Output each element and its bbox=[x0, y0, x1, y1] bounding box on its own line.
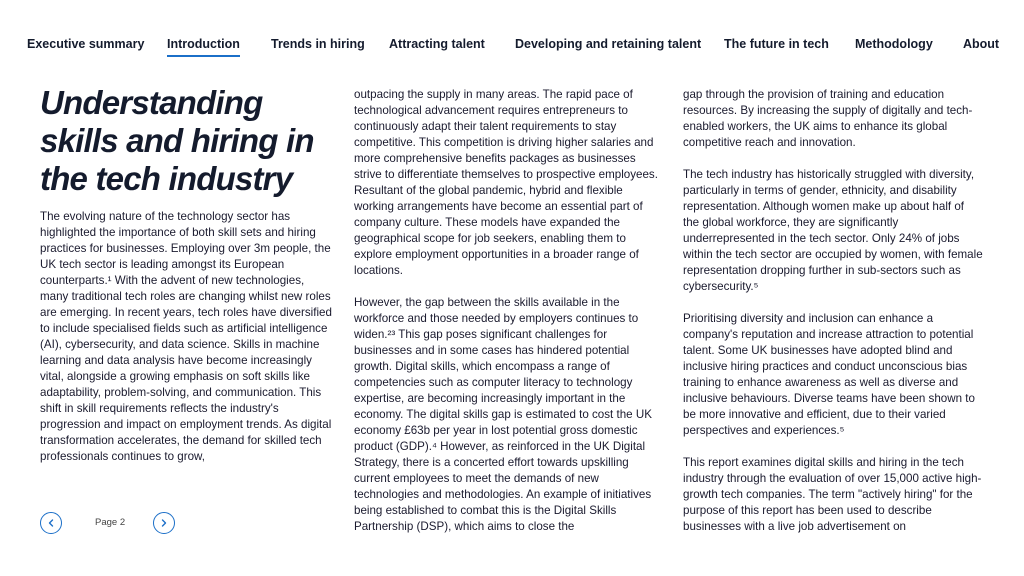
nav-trends-in-hiring[interactable]: Trends in hiring bbox=[271, 37, 365, 51]
page-title: Understanding skills and hiring in the tech industry bbox=[40, 84, 314, 197]
page-number: Page 2 bbox=[95, 517, 126, 528]
nav-the-future-in-tech[interactable]: The future in tech bbox=[724, 37, 829, 51]
paragraph: Prioritising diversity and inclusion can enhance a company's reputation and increase attraction to potential talent. Some UK businesses have adopted blind and inclusive hiring practices and conduct unconscious bias training to enhance awareness as well as diverse and inclusive behaviours. Diverse teams have been shown to be more innovative and efficient, due to their varied perspectives and experiences.⁵ bbox=[683, 312, 975, 437]
next-page-button[interactable] bbox=[153, 512, 175, 534]
chevron-right-icon bbox=[159, 518, 169, 528]
nav-executive-summary[interactable]: Executive summary bbox=[27, 37, 145, 51]
paragraph: gap through the provision of training and education resources. By increasing the supply of digitally and tech-enabled workers, the UK aims to enhance its global competitive reach and innovation. bbox=[683, 88, 973, 149]
top-navigation bbox=[0, 30, 1024, 60]
nav-methodology[interactable]: Methodology bbox=[855, 37, 933, 51]
paragraph: The tech industry has historically struggled with diversity, particularly in terms of gender, ethnicity, and disability representation. Although women make up about half of the global workforce, they are significantly underrepresented in the tech sector. Only 24% of jobs within the tech sector are occupied by women, with female representation dropping further in sub-sectors such as cybersecurity.⁵ bbox=[683, 168, 983, 293]
previous-page-button[interactable] bbox=[40, 512, 62, 534]
nav-developing-and-retaining-talent[interactable]: Developing and retaining talent bbox=[515, 37, 702, 51]
paragraph: This report examines digital skills and hiring in the tech industry through the evaluation of over 15,000 active high-growth tech companies. The term "actively hiring" for the purpose of this report has been used to describe businesses with a live job advertisement on bbox=[683, 456, 982, 533]
text-column-1 bbox=[40, 209, 332, 465]
chevron-left-icon bbox=[46, 518, 56, 528]
paragraph: The evolving nature of the technology sector has highlighted the importance of both skill sets and hiring practices for businesses. Employing over 3m people, the UK tech sector is leading amongst its European counterparts.¹ With the advent of new technologies, many traditional tech roles are changing whilst new roles are emerging. In recent years, tech roles have diversified to include specialised fields such as artificial intelligence (AI), cybersecurity, and data science. Skills in machine learning and data analysis have become increasingly vital, alongside a growing emphasis on soft skills like adaptability, problem-solving, and communication. This shift in skill requirements reflects the industry's progression and impact on employment trends. As digital transformation accelerates, the demand for skilled tech professionals continues to grow, bbox=[40, 210, 332, 463]
nav-about[interactable]: About bbox=[963, 37, 1000, 51]
text-column-2 bbox=[354, 87, 659, 535]
text-column-3 bbox=[683, 87, 983, 535]
nav-introduction[interactable]: Introduction bbox=[167, 37, 240, 51]
nav-attracting-talent[interactable]: Attracting talent bbox=[389, 37, 485, 51]
paragraph: outpacing the supply in many areas. The rapid pace of technological advancement requires entrepreneurs to continuously adapt their talent requirements to stay competitive. This competition is driving higher salaries and more comprehensive benefits packages as businesses strive to differentiate themselves to prospective employees. Resultant of the global pandemic, hybrid and flexible working arrangements have become an essential part of company culture. These models have expanded the geographical scope for job seekers, enabling them to explore employment opportunities in a broader range of locations. bbox=[354, 88, 658, 277]
paragraph: However, the gap between the skills available in the workforce and those needed by employers continues to widen.²³ This gap poses significant challenges for businesses and in some cases has hindered potential growth. Digital skills, which encompass a range of competencies such as computer literacy to technology expertise, are becoming increasingly important in the economy. The digital skills gap is estimated to cost the UK economy £63b per year in lost potential gross domestic product (GDP).⁴ However, as reinforced in the UK Digital Strategy, there is a concerted effort towards upskilling current employees to meet the demands of new technologies and methodologies. An example of initiatives being established to combat this is the Digital Skills Partnership (DSP), which aims to close the bbox=[354, 296, 652, 533]
